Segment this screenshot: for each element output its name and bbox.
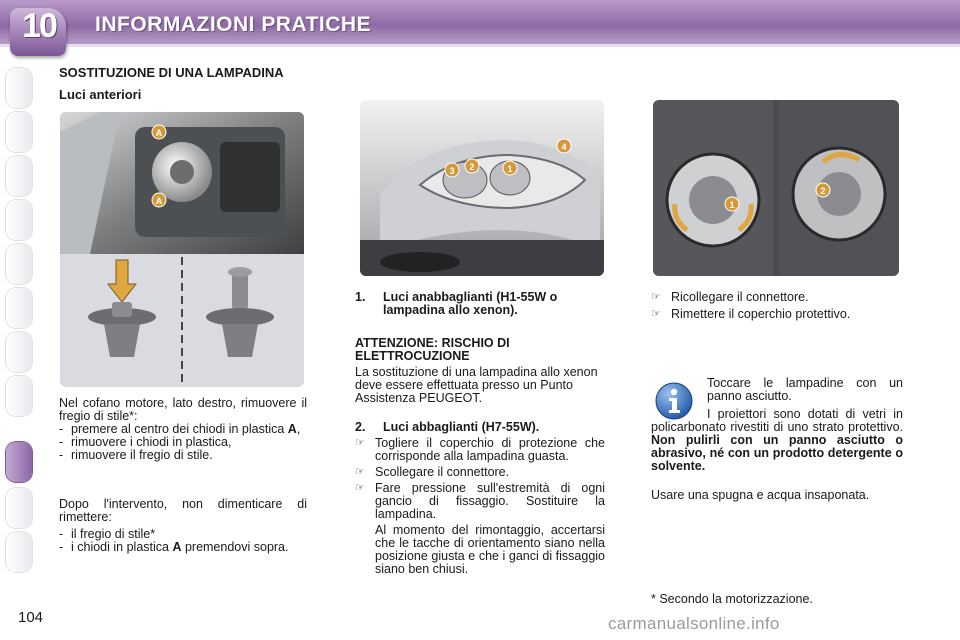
pointing-hand-icon: ☞ [355,437,365,449]
header-divider [0,44,960,47]
chapter-tab[interactable] [6,376,32,416]
chapter-tab[interactable] [6,156,32,196]
pointing-hand-icon: ☞ [651,308,661,320]
list-item: ☞ Fare pressione sull'estremità di ogni gancio di fissaggio. Sostituire la lampadina. [355,481,605,521]
warning-title: ATTENZIONE: RISCHIO DI ELETTROCUZIONE [355,336,510,363]
bulb-steps [355,437,605,576]
chapter-tab[interactable] [6,332,32,372]
list-item: - i chiodi in plastica A premendovi sopra. [59,540,289,554]
footnote: * Secondo la motorizzazione. [651,592,813,606]
list-item: - rimuovere i chiodi in plastica, [59,435,232,449]
figure-label: 4 [561,142,567,152]
right-steps [651,291,901,321]
figure-label: 3 [449,166,455,176]
figure-label: 2 [469,162,475,172]
list-item: ☞ Ricollegare il connettore. [651,290,809,304]
chapter-tab[interactable] [6,244,32,284]
list-item: - premere al centro dei chiodi in plastica A, [59,422,301,436]
warning-text: La sostituzione di una lampadina allo xenon deve essere effettuata presso un Punto Assistenza PEUGEOT. [355,365,598,405]
list-item: ☞ Rimettere il coperchio protettivo. [651,307,851,321]
chapter-tab[interactable] [6,68,32,108]
chapter-title: INFORMAZIONI PRATICHE [95,13,372,36]
watermark: carmanualsonline.info [608,614,780,633]
info-text-1: Toccare le lampadine con un panno asciutto. [707,376,903,403]
engine-bay-figure [60,112,304,387]
removal-steps [59,423,307,462]
pointing-hand-icon: ☞ [651,291,661,303]
info-text-3: Usare una spugna e acqua insaponata. [651,488,870,502]
chapter-tab[interactable] [6,488,32,528]
item-2: 2. Luci abbaglianti (H7-55W). [355,420,540,434]
left-after: Dopo l'intervento, non dimenticare di rimettere: [59,497,307,524]
section-title: SOSTITUZIONE DI UNA LAMPADINA [59,65,284,80]
list-item: - il fregio di stile* [59,527,156,541]
figure-label: A [155,128,163,138]
bulb-holder-figure [653,100,899,276]
remount-note: Al momento del rimontaggio, accertarsi che le tacche di orientamento siano nella posizione giusta e che i ganci di fissaggio siano ben chiusi. [375,523,605,576]
chapter-tab-active[interactable] [6,442,32,482]
pointing-hand-icon: ☞ [355,466,365,478]
refit-steps [59,528,307,554]
figure-label: 1 [507,164,513,174]
headlamp-figure [360,100,604,276]
chapter-tab[interactable] [6,532,32,572]
figure-label: 1 [729,200,735,210]
chapter-tab[interactable] [6,288,32,328]
list-item: ☞ Scollegare il connettore. [355,465,510,479]
item-1: 1. Luci anabbaglianti (H1-55W o lampadina allo xenon). [355,290,558,317]
figure-label: A [155,196,163,206]
chapter-tab[interactable] [6,112,32,152]
figure-label: 2 [820,186,826,196]
list-item: - rimuovere il fregio di stile. [59,448,213,462]
chapter-sidebar [0,60,36,580]
chapter-number: 10 [22,7,56,45]
list-item: ☞ Togliere il coperchio di protezione che corrisponde alla lampadina guasta. [355,436,605,463]
chapter-tab[interactable] [6,200,32,240]
page-number: 104 [18,609,44,626]
pointing-hand-icon: ☞ [355,482,365,494]
subsection-title: Luci anteriori [59,87,142,102]
info-text-2: I proiettori sono dotati di vetri in policarbonato rivestiti di uno strato protettivo. Non pulirli con un panno asciutto o abrasivo, né con un prodotto detergente o solvente. [651,407,903,473]
left-intro: Nel cofano motore, lato destro, rimuovere il fregio di stile*: [59,396,307,423]
